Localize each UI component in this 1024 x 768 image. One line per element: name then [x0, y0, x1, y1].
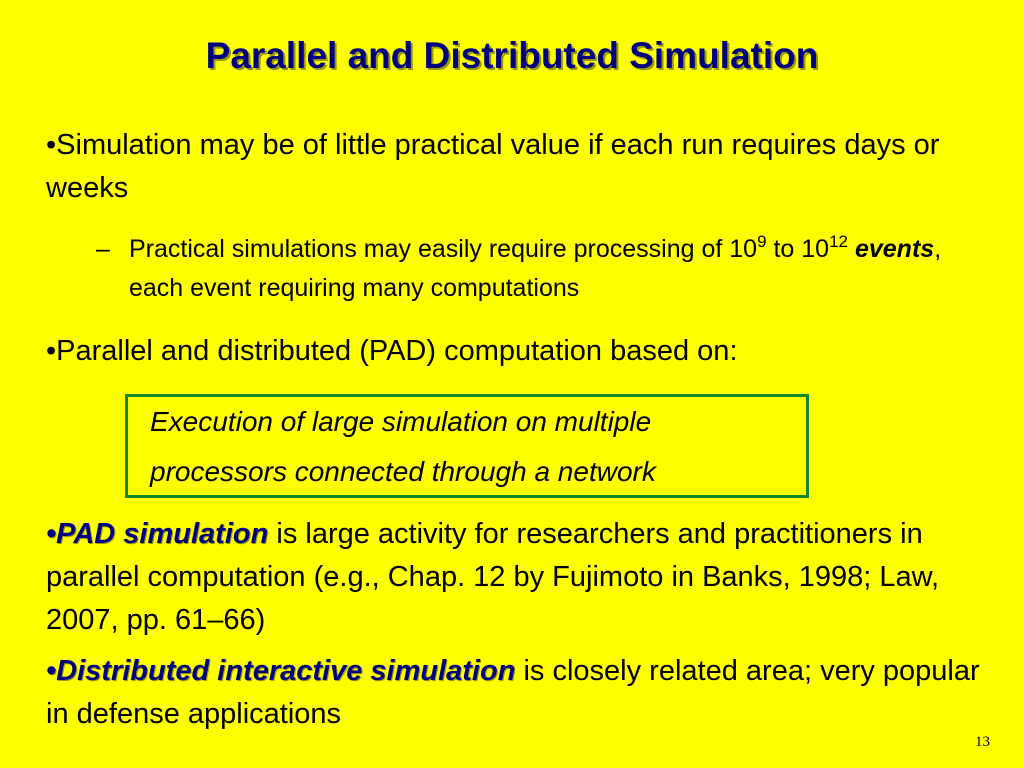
page-number: 13 [975, 734, 990, 750]
bullet-distributed-interactive [46, 650, 986, 736]
definition-line-1: Execution of large simulation on multiple [150, 406, 652, 437]
sub-bullet-events [96, 230, 976, 308]
distributed-interactive-term: Distributed interactive simulation [56, 655, 516, 687]
sub-text-c: , each event requiring many computations [129, 235, 942, 302]
definition-line-2: processors connected through a network [150, 456, 656, 487]
definition-box [125, 394, 809, 498]
events-emphasis: events [854, 235, 935, 263]
slide-title: Parallel and Distributed Simulation [205, 35, 819, 76]
exponent-12: 12 [829, 232, 849, 251]
distributed-interactive-text: is closely related area; very popular in defense applications [46, 655, 980, 730]
bullet-marker: • [46, 518, 57, 550]
bullet-pad-simulation [46, 513, 986, 642]
exponent-9: 9 [757, 232, 767, 251]
bullet-simulation-value: •Simulation may be of little practical value if each run requires days or weeks [46, 129, 940, 204]
pad-simulation-text: is large activity for researchers and practitioners in parallel computation (e.g., Chap. 12 by Fujimoto in Banks, 1998; Law, 2007, pp. 61–66) [46, 518, 940, 636]
sub-text-b: to 10 [766, 235, 830, 263]
bullet-pad-computation: •Parallel and distributed (PAD) computation based on: [46, 335, 738, 367]
sub-bullet-text [96, 230, 976, 308]
pad-simulation-term: PAD simulation [56, 518, 269, 550]
sub-text-a: Practical simulations may easily require processing of 10 [129, 235, 758, 263]
dash-marker: – [96, 235, 110, 263]
bullet-marker: • [46, 655, 57, 687]
